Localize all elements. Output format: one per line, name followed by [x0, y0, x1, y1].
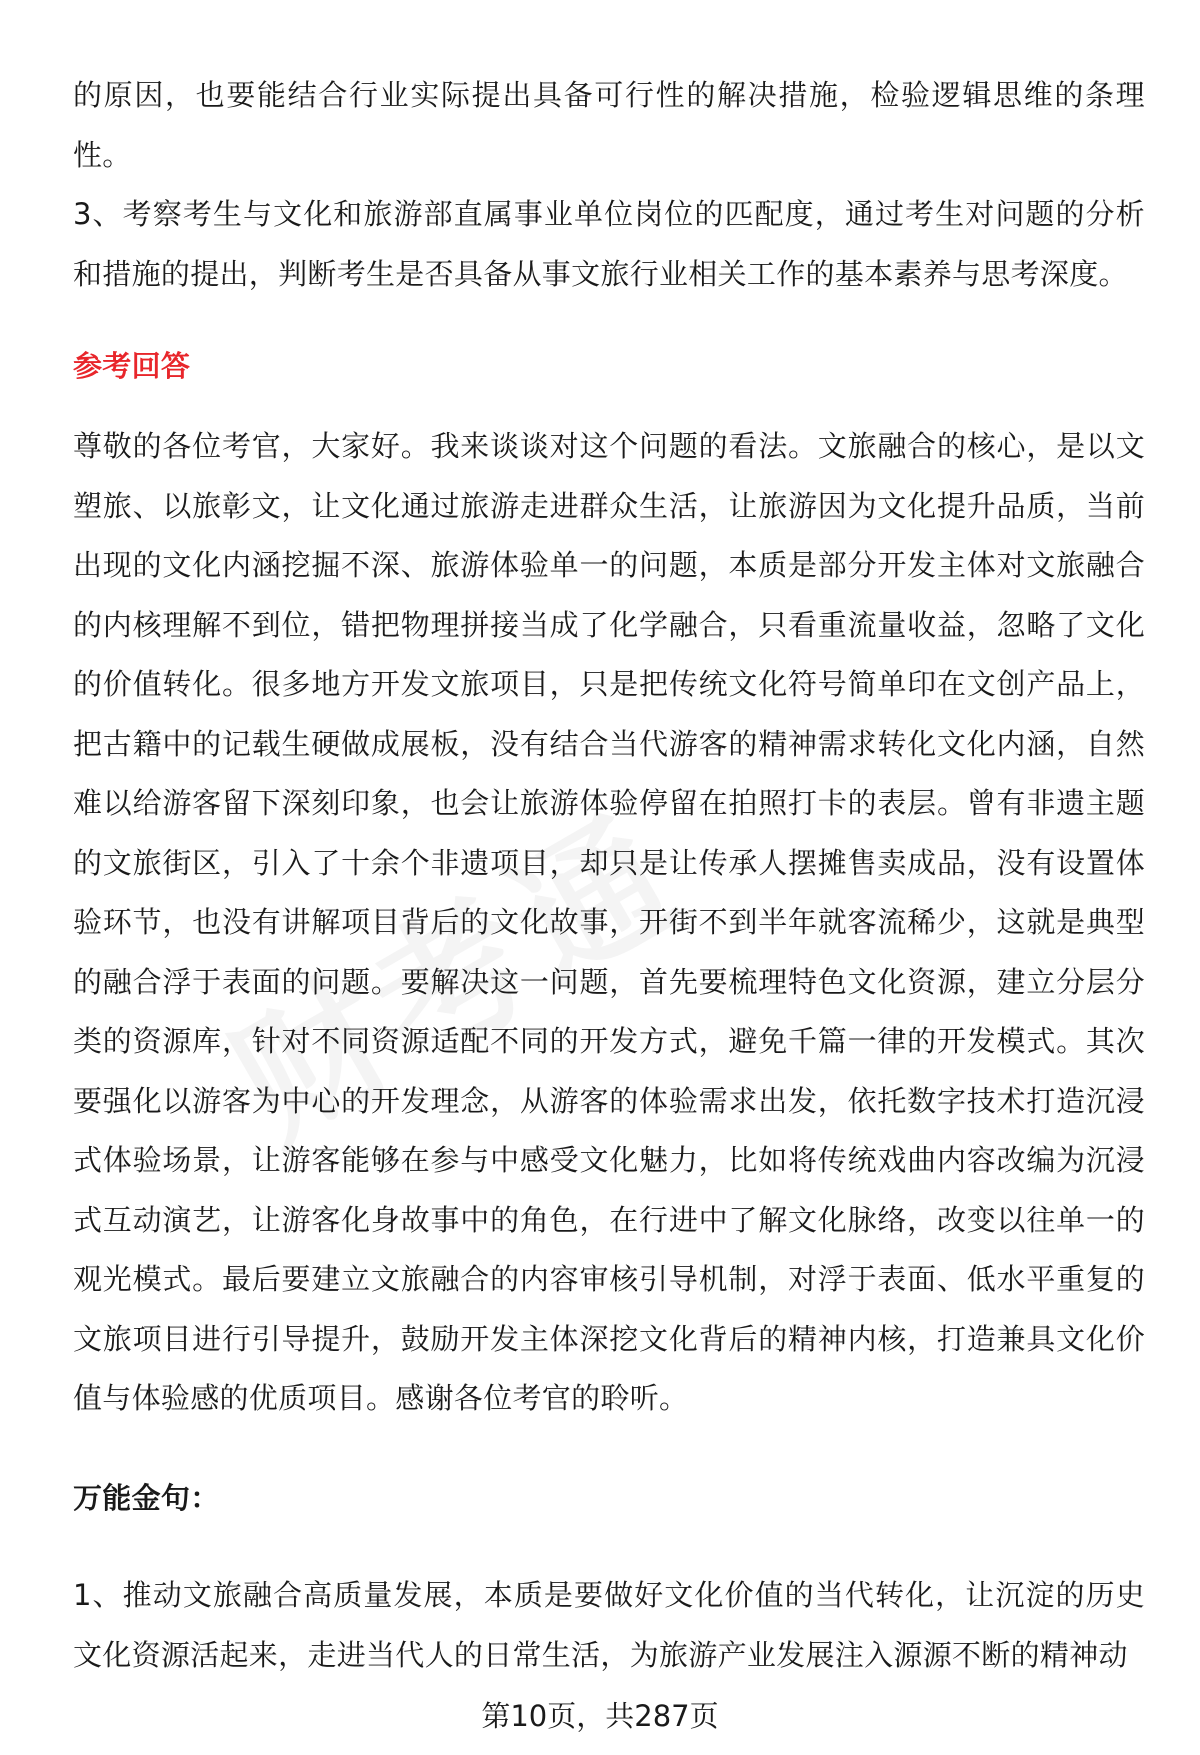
reference-answer-text: 尊敬的各位考官，大家好。我来谈谈对这个问题的看法。文旅融合的核心，是以文塑旅、以旅彰文，让文化通过旅游走进群众生活，让旅游因为文化提升品质，当前出现的文化内涵挖掘不深、旅游体验单一的问题，本质是部分开发主体对文旅融合的内核理解不到位，错把物理拼接当成了化学融合，只看重流量收益，忽略了文化的价值转化。很多地方开发文旅项目，只是把传统文化符号简单印在文创产品上，把古籍中的记载生硬做成展板，没有结合当代游客的精神需求转化文化内涵，自然难以给游客留下深刻印象，也会让旅游体验停留在拍照打卡的表层。曾有非遗主题的文旅街区，引入了十余个非遗项目，却只是让传承人摆摊售卖成品，没有设置体验环节，也没有讲解项目背后的文化故事，开街不到半年就客流稀少，这就是典型的融合浮于表面的问题。要解决这一问题，首先要梳理特色文化资源，建立分层分类的资源库，针对不同资源适配不同的开发方式，避免千篇一律的开发模式。其次要强化以游客为中心的开发理念，从游客的体验需求出发，依托数字技术打造沉浸式体验场景，让游客能够在参与中感受文化魅力，比如将传统戏曲内容改编为沉浸式互动演艺，让游客化身故事中的角色，在行进中了解文化脉络，改变以往单一的观光模式。最后要建立文旅融合的内容审核引导机制，对浮于表面、低水平重复的文旅项目进行引导提升，鼓励开发主体深挖文化背后的精神内核，打造兼具文化价值与体验感的优质项目。感谢各位考官的聆听。: [73, 429, 1145, 1415]
intro-paragraph: 的原因，也要能结合行业实际提出具备可行性的解决措施，检验逻辑思维的条理性。 3、考察考生与文化和旅游部直属事业单位岗位的匹配度，通过考生对问题的分析和措施的提出，判断考生是否具备从事文旅行业相关工作的基本素养与思考深度。: [73, 78, 1145, 291]
reference-answer-heading: 参考回答: [73, 349, 191, 383]
golden-sentence-1: 1、推动文旅融合高质量发展，本质是要做好文化价值的当代转化，让沉淀的历史文化资源活起来，走进当代人的日常生活，为旅游产业发展注入源源不断的精神动: [73, 1578, 1145, 1672]
page-number: 第10页，共287页: [481, 1699, 719, 1733]
golden-sentences-heading: 万能金句：: [73, 1481, 220, 1515]
